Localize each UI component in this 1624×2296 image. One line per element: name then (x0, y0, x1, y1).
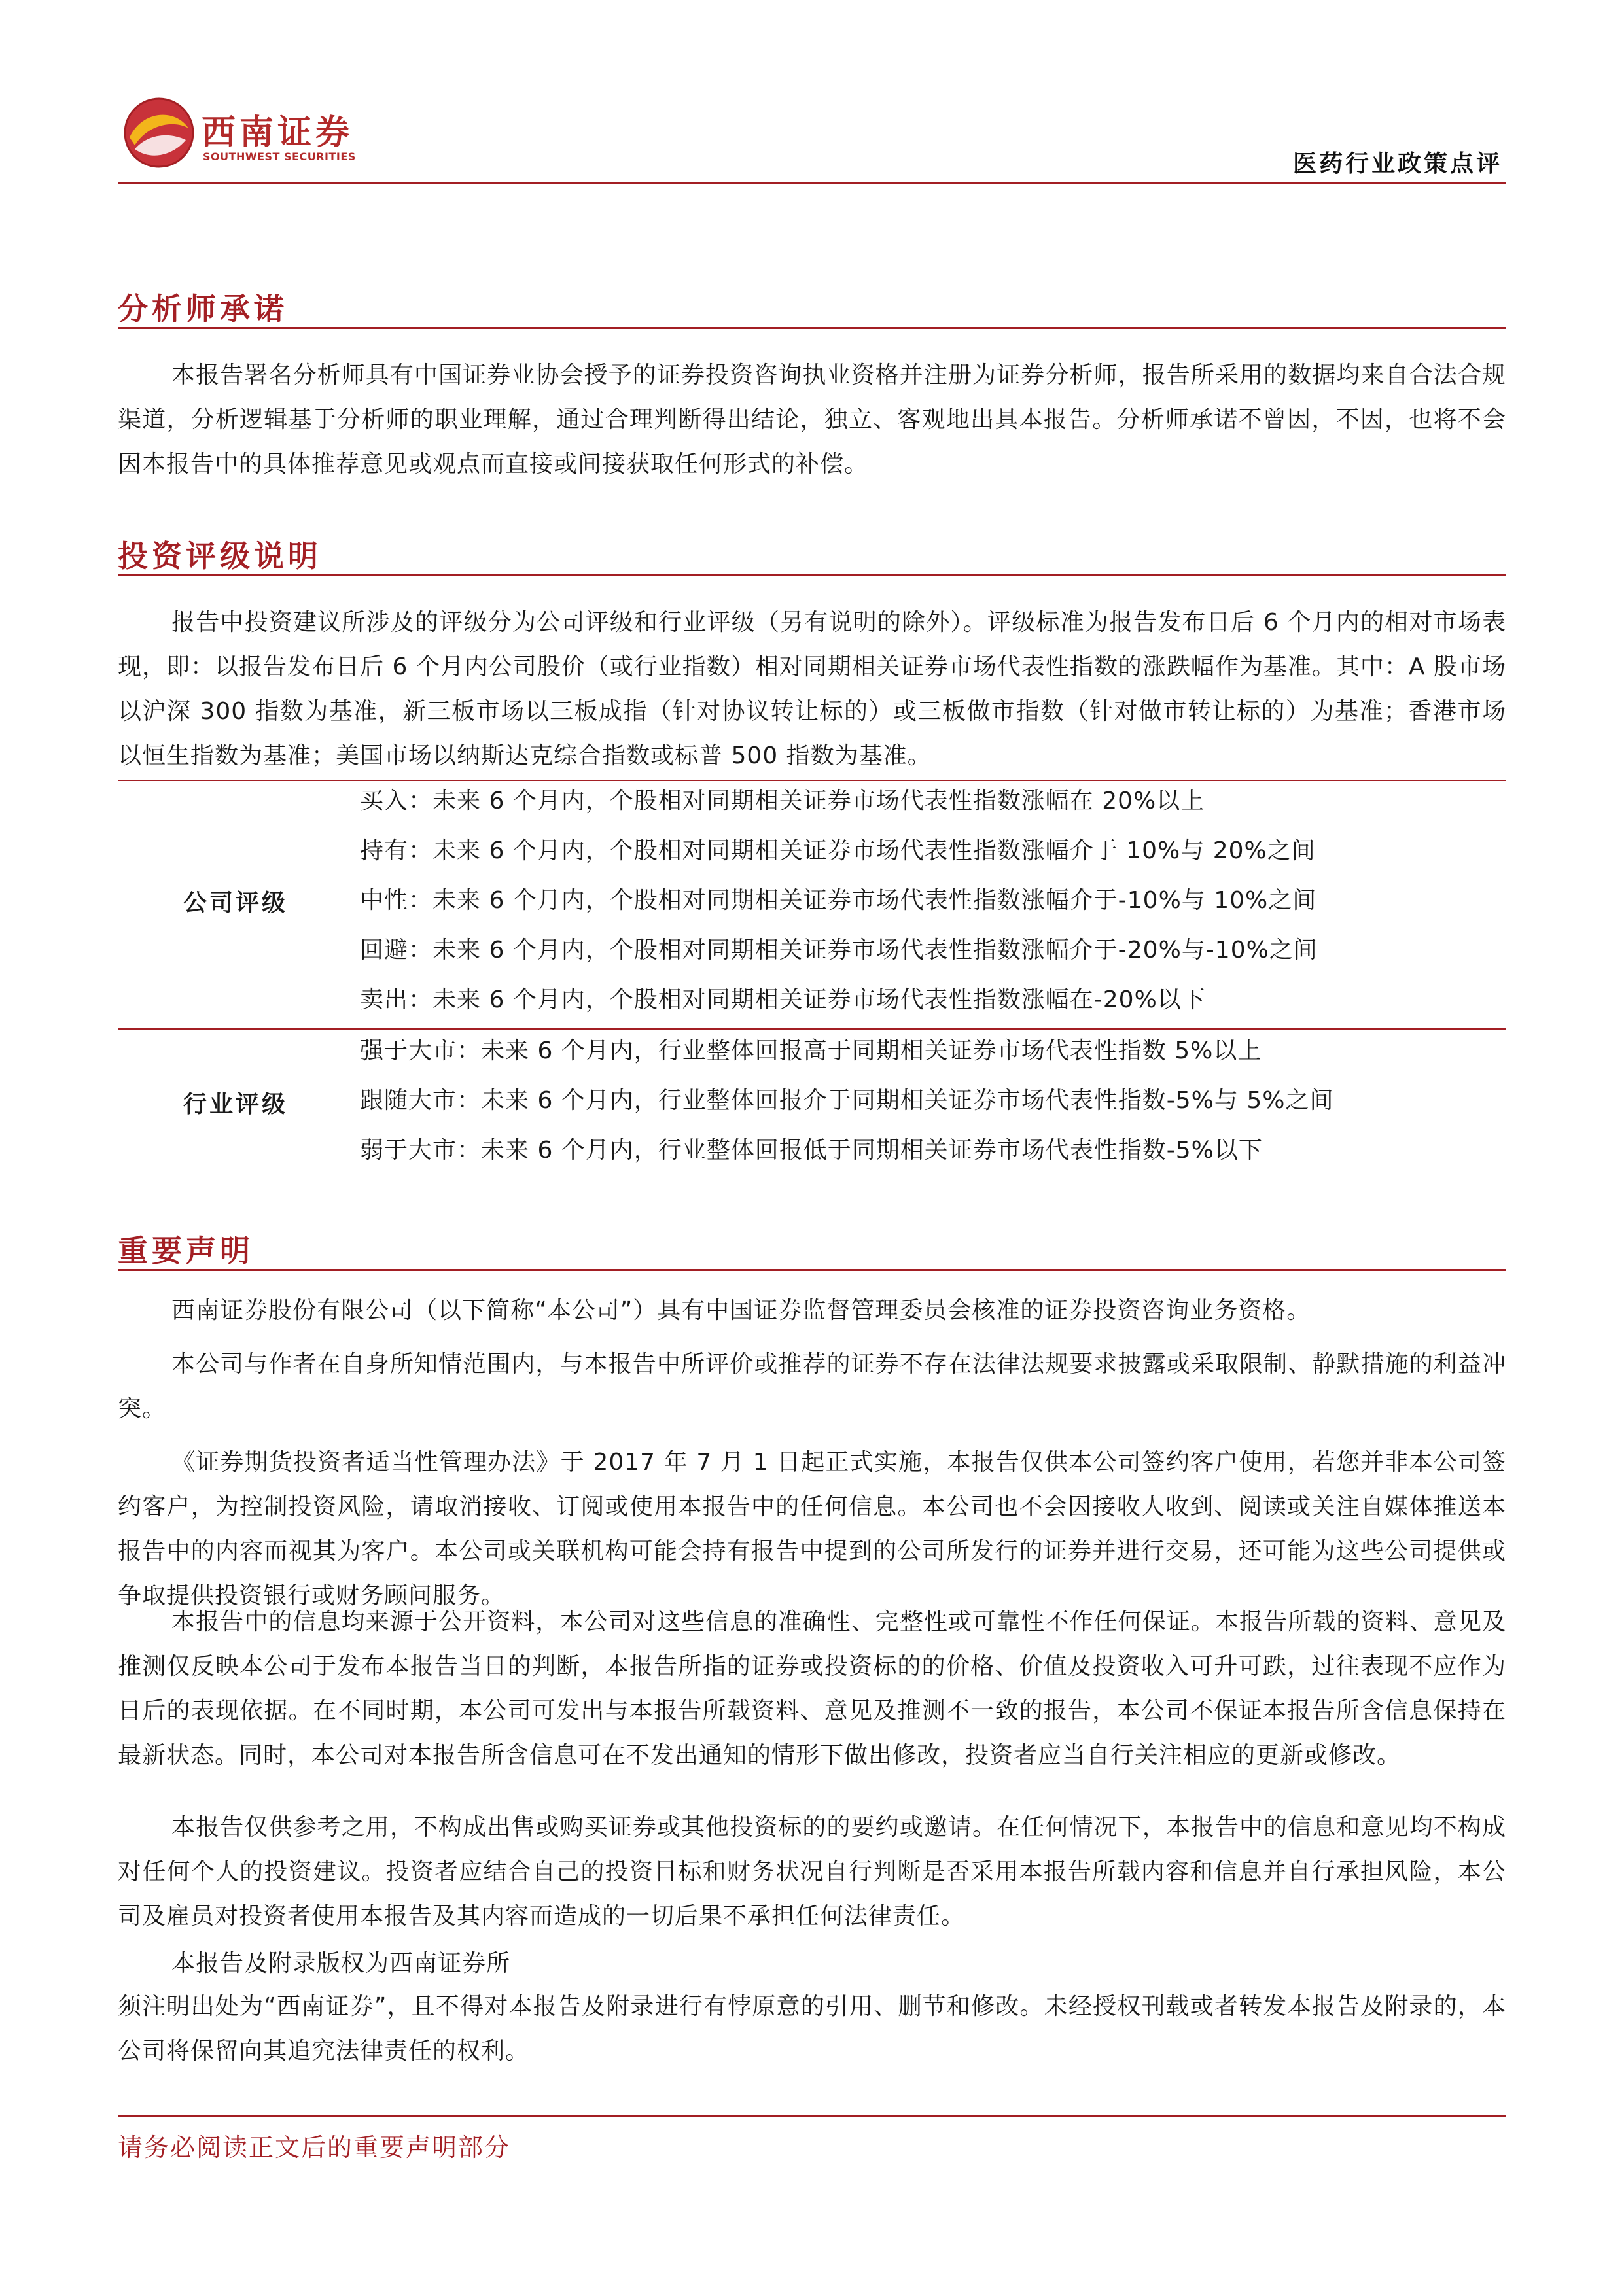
company-rating-row: 持有：未来 6 个月内，个股相对同期相关证券市场代表性指数涨幅介于 10%与 20%之间 (360, 837, 1316, 864)
table-middle-rule (118, 1028, 1506, 1030)
disclaimer-paragraph: 本报告中的信息均来源于公开资料，本公司对这些信息的准确性、完整性或可靠性不作任何保证。本报告所载的资料、意见及推测仅反映本公司于发布本报告当日的判断，本报告所指的证券或投资标的的价格、价值及投资收入可升可跌，过往表现不应作为日后的表现依据。在不同时期，本公司可发出与本报告所载资料、意见及推测不一致的报告，本公司不保证本报告所含信息保持在最新状态。同时，本公司对本报告所含信息可在不发出通知的情形下做出修改，投资者应当自行关注相应的更新或修改。 (118, 1609, 1506, 1769)
company-rating-row: 买入：未来 6 个月内，个股相对同期相关证券市场代表性指数涨幅在 20%以上 (360, 788, 1205, 814)
copyright-line-2: 须注明出处为“西南证券”，且不得对本报告及附录进行有悖原意的引用、删节和修改。未经授权刊载或者转发本报告及附录的，本公司将保留向其追究法律责任的权利。 (118, 1993, 1506, 2064)
section-title-disclaimer: 重要声明 (118, 1233, 254, 1268)
section-divider-analyst (118, 327, 1506, 329)
section-title-analyst: 分析师承诺 (118, 291, 288, 326)
disclaimer-paragraph: 西南证券股份有限公司（以下简称“本公司”）具有中国证券监督管理委员会核准的证券投资咨询业务资格。 (171, 1297, 1311, 1324)
industry-rating-label: 行业评级 (183, 1091, 288, 1118)
company-rating-row: 中性：未来 6 个月内，个股相对同期相关证券市场代表性指数涨幅介于-10%与 10%之间 (360, 887, 1317, 914)
header-divider (118, 182, 1506, 184)
section-divider-rating (118, 574, 1506, 576)
footer-divider (118, 2115, 1506, 2117)
section-title-rating: 投资评级说明 (118, 538, 322, 574)
logo-mark-icon (123, 97, 195, 169)
company-rating-label: 公司评级 (183, 890, 288, 916)
logo-chinese-name: 西南证券 (202, 113, 354, 152)
disclaimer-paragraph: 本报告仅供参考之用，不构成出售或购买证券或其他投资标的的要约或邀请。在任何情况下，本报告中的信息和意见均不构成对任何个人的投资建议。投资者应结合自己的投资目标和财务状况自行判断是否采用本报告所载内容和信息并自行承担风险，本公司及雇员对投资者使用本报告及其内容而造成的一切后果不承担任何法律责任。 (118, 1814, 1506, 1930)
company-rating-row: 回避：未来 6 个月内，个股相对同期相关证券市场代表性指数涨幅介于-20%与-10%之间 (360, 937, 1318, 964)
company-rating-row: 卖出：未来 6 个月内，个股相对同期相关证券市场代表性指数涨幅在-20%以下 (360, 986, 1206, 1013)
industry-rating-row: 强于大市：未来 6 个月内，行业整体回报高于同期相关证券市场代表性指数 5%以上 (360, 1037, 1262, 1064)
disclaimer-paragraph: 本公司与作者在自身所知情范围内，与本报告中所评价或推荐的证券不存在法律法规要求披露或采取限制、静默措施的利益冲突。 (118, 1351, 1506, 1422)
company-logo (118, 97, 356, 169)
analyst-commitment-text: 本报告署名分析师具有中国证券业协会授予的证券投资咨询执业资格并注册为证券分析师，报告所采用的数据均来自合法合规渠道，分析逻辑基于分析师的职业理解，通过合理判断得出结论，独立、客观地出具本报告。分析师承诺不曾因，不因，也将不会因本报告中的具体推荐意见或观点而直接或间接获取任何形式的补偿。 (118, 362, 1506, 478)
disclaimer-paragraph: 《证券期货投资者适当性管理办法》于 2017 年 7 月 1 日起正式实施，本报告仅供本公司签约客户使用，若您并非本公司签约客户，为控制投资风险，请取消接收、订阅或使用本报告中的任何信息。本公司也不会因接收人收到、阅读或关注自媒体推送本报告中的内容而视其为客户。本公司或关联机构可能会持有报告中提到的公司所发行的证券并进行交易，还可能为这些公司提供或争取提供投资银行或财务顾问服务。 (118, 1449, 1506, 1609)
industry-rating-row: 弱于大市：未来 6 个月内，行业整体回报低于同期相关证券市场代表性指数-5%以下 (360, 1137, 1263, 1164)
section-divider-disclaimer (118, 1269, 1506, 1271)
table-top-rule (118, 780, 1506, 781)
rating-intro-text: 报告中投资建议所涉及的评级分为公司评级和行业评级（另有说明的除外）。评级标准为报告发布日后 6 个月内的相对市场表现，即：以报告发布日后 6 个月内公司股价（或行业指数）相对同期相关证券市场代表性指数的涨跌幅作为基准。其中：A 股市场以沪深 300 指数为基准，新三板市场以三板成指（针对协议转让标的）或三板做市指数（针对做市转让标的）为基准；香港市场以恒生指数为基准；美国市场以纳斯达克综合指数或标普 500 指数为基准。 (118, 609, 1506, 769)
industry-rating-row: 跟随大市：未来 6 个月内，行业整体回报介于同期相关证券市场代表性指数-5%与 5%之间 (360, 1087, 1334, 1114)
report-type-title: 医药行业政策点评 (1292, 150, 1502, 177)
copyright-line-1: 本报告及附录版权为西南证券所 (171, 1950, 511, 1977)
logo-english-name: SOUTHWEST SECURITIES (203, 150, 356, 163)
footer-notice: 请务必阅读正文后的重要声明部分 (118, 2133, 511, 2162)
